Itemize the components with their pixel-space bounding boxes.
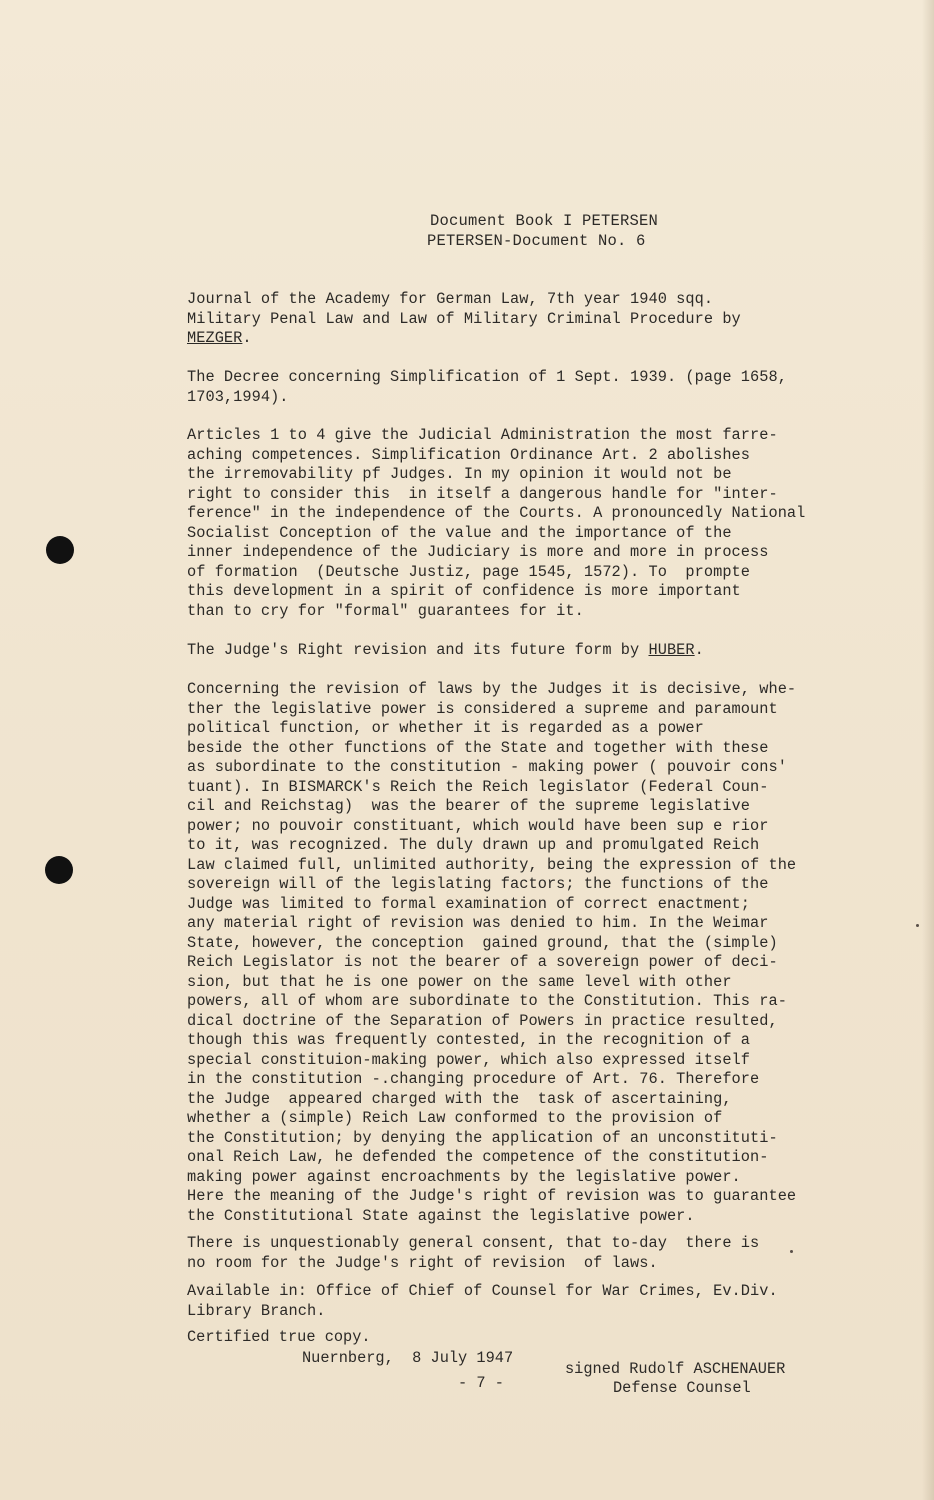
paragraph-line: the Judge appeared charged with the task of ascertaining, [187, 1089, 732, 1108]
citation-block [187, 290, 847, 349]
availability-note [187, 1282, 847, 1321]
paragraph-line: than to cry for "formal" guarantees for it. [187, 601, 584, 620]
paragraph-line: political function, or whether it is regarded as a power [187, 719, 704, 737]
paragraph-line: though this was frequently contested, in the recognition of a [187, 1031, 751, 1049]
paragraph-line: as subordinate to the constitution - making power ( pouvoir cons' [187, 758, 787, 776]
paragraph-line: There is unquestionably general consent, that to-day there is [187, 1234, 760, 1252]
document-book-title: Document Book I PETERSEN [430, 212, 659, 230]
certified-note: Certified true copy. [187, 1328, 371, 1346]
signature-name: signed Rudolf ASCHENAUER [565, 1360, 786, 1378]
signature-title: Defense Counsel [613, 1379, 751, 1397]
paragraph-line: tuant). In BISMARCK's Reich the Reich legislator (Federal Coun- [187, 777, 769, 796]
paragraph-articles [187, 426, 847, 621]
paragraph-consent [187, 1234, 847, 1273]
paragraph-line: powers, all of whom are subordinate to the Constitution. This ra- [187, 992, 787, 1010]
paragraph-line: making power against encroachments by the legislative power. [187, 1167, 741, 1186]
paragraph-revision [187, 680, 847, 1226]
paragraph-line: Socialist Conception of the value and the importance of the [187, 523, 732, 542]
paragraph-line: no room for the Judge's right of revision of laws. [187, 1253, 658, 1272]
heading-text: The Judge's Right revision and its future form by [187, 641, 649, 659]
paragraph-line: beside the other functions of the State and together with these [187, 738, 769, 757]
paragraph-line: the irremovability pf Judges. In my opinion it would not be [187, 465, 732, 483]
paragraph-line: Here the meaning of the Judge's right of revision was to guarantee [187, 1187, 797, 1205]
citation-author-line [187, 329, 847, 349]
paragraph-line: right to consider this in itself a dangerous handle for "inter- [187, 484, 778, 503]
paragraph-line: Articles 1 to 4 give the Judicial Administration the most farre- [187, 426, 778, 444]
paragraph-line: Reich Legislator is not the bearer of a sovereign power of deci- [187, 953, 778, 971]
decree-line: The Decree concerning Simplification of 1 Sept. 1939. (page 1658, [187, 368, 787, 386]
paragraph-line: cil and Reichstag) was the bearer of the supreme legislative [187, 797, 751, 815]
paragraph-line: Judge was limited to formal examination of correct enactment; [187, 894, 751, 913]
page-number: - 7 - [458, 1374, 504, 1392]
paragraph-line: whether a (simple) Reich Law conformed to the provision of [187, 1109, 723, 1127]
paragraph-line: of formation (Deutsche Justiz, page 1545, 1572). To prompte [187, 562, 751, 581]
paragraph-line: Concerning the revision of laws by the Judges it is decisive, whe- [187, 680, 797, 698]
author-suffix: . [242, 329, 252, 347]
availability-line: Available in: Office of Chief of Counsel for War Crimes, Ev.Div. [187, 1282, 778, 1300]
paragraph-line: sovereign will of the legislating factors; the functions of the [187, 875, 769, 893]
paragraph-line: in the constitution -.changing procedure of Art. 76. Therefore [187, 1070, 760, 1088]
author-huber: HUBER [648, 641, 695, 659]
paragraph-line: ther the legislative power is considered a supreme and paramount [187, 699, 778, 718]
paragraph-line: special constituion-making power, which also expressed itself [187, 1050, 751, 1069]
paragraph-line: the Constitutional State against the legislative power. [187, 1206, 695, 1225]
availability-line: Library Branch. [187, 1301, 326, 1320]
decree-line: 1703,1994). [187, 387, 289, 406]
paragraph-line: any material right of revision was denied to him. In the Weimar [187, 914, 769, 932]
paragraph-line: this development in a spirit of confidence is more important [187, 582, 741, 600]
paragraph-line: to it, was recognized. The duly drawn up and promulgated Reich [187, 836, 760, 854]
paragraph-line: power; no pouvoir constituant, which would have been sup e rior [187, 816, 769, 835]
decree-heading [187, 368, 847, 407]
author-mezger: MEZGER [187, 329, 243, 347]
citation-line: Journal of the Academy for German Law, 7th year 1940 sqq. [187, 290, 714, 308]
paragraph-line: ference" in the independence of the Courts. A pronouncedly National [187, 504, 806, 522]
paragraph-line: the Constitution; by denying the application of an unconstituti- [187, 1128, 778, 1147]
paragraph-line: inner independence of the Judiciary is more and more in process [187, 543, 769, 561]
citation-line: Military Penal Law and Law of Military Criminal Procedure by [187, 309, 741, 328]
page-edge-shadow [922, 0, 934, 1500]
ink-speck [916, 924, 919, 927]
paragraph-line: State, however, the conception gained ground, that the (simple) [187, 933, 778, 952]
section-heading-huber [187, 641, 847, 661]
paragraph-line: sion, but that he is one power on the same level with other [187, 972, 732, 991]
paragraph-line: onal Reich Law, he defended the competence of the constitution- [187, 1148, 769, 1166]
punch-hole-top [46, 536, 74, 564]
place-date: Nuernberg, 8 July 1947 [302, 1349, 514, 1367]
heading-suffix: . [694, 641, 704, 659]
paragraph-line: Law claimed full, unlimited authority, being the expression of the [187, 855, 797, 874]
paragraph-line: dical doctrine of the Separation of Powers in practice resulted, [187, 1011, 778, 1030]
punch-hole-bottom [45, 856, 73, 884]
paragraph-line: aching competences. Simplification Ordinance Art. 2 abolishes [187, 445, 751, 464]
document-number: PETERSEN-Document No. 6 [427, 232, 646, 250]
